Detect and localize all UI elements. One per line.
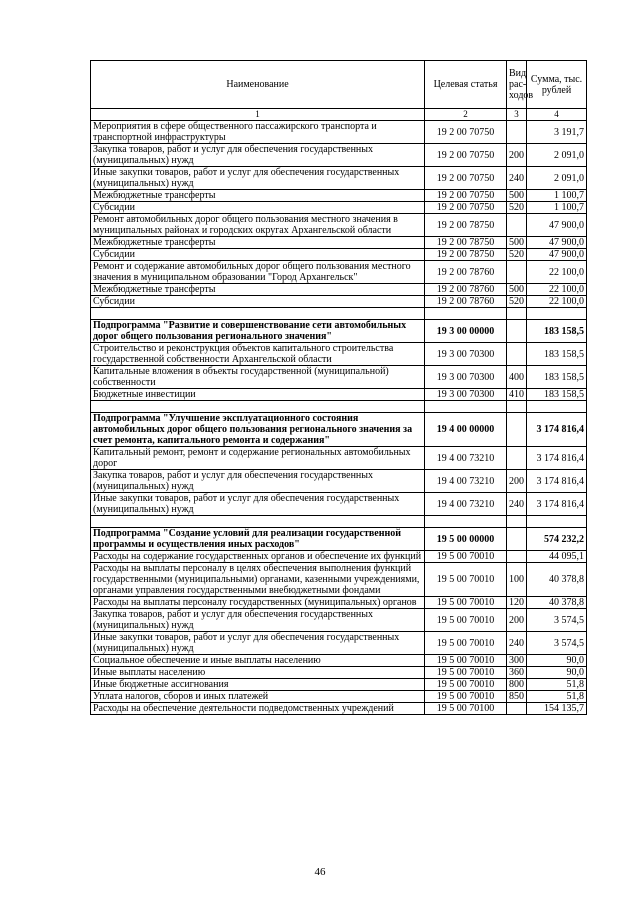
type-cell: 800 xyxy=(507,679,527,691)
sum-cell: 3 174 816,4 xyxy=(527,470,587,493)
budget-table xyxy=(90,60,587,715)
column-number: 3 xyxy=(507,109,527,121)
empty-cell xyxy=(91,308,425,320)
name-cell: Расходы на выплаты персоналу государственных (муниципальных) органов xyxy=(91,597,425,609)
type-cell: 850 xyxy=(507,691,527,703)
type-cell: 500 xyxy=(507,190,527,202)
empty-cell xyxy=(507,516,527,528)
table-row xyxy=(91,609,587,632)
table-row xyxy=(91,343,587,366)
name-cell: Ремонт автомобильных дорог общего пользования местного значения в муниципальных районах и городских округах Архангельской области xyxy=(91,214,425,237)
type-cell xyxy=(507,528,527,551)
name-cell: Иные выплаты населению xyxy=(91,667,425,679)
sum-cell: 47 900,0 xyxy=(527,214,587,237)
table-row xyxy=(91,597,587,609)
name-cell: Подпрограмма "Улучшение эксплуатационного состояния автомобильных дорог общего пользования регионального значения за счет ремонта, капитального ремонта и содержания" xyxy=(91,413,425,447)
type-cell: 520 xyxy=(507,202,527,214)
table-row xyxy=(91,121,587,144)
table-row xyxy=(91,703,587,715)
name-cell: Капитальные вложения в объекты государственной (муниципальной) собственности xyxy=(91,366,425,389)
sum-cell: 40 378,8 xyxy=(527,563,587,597)
code-cell: 19 2 00 78750 xyxy=(425,214,507,237)
sum-cell: 1 100,7 xyxy=(527,190,587,202)
name-cell: Межбюджетные трансферты xyxy=(91,190,425,202)
name-cell: Мероприятия в сфере общественного пассажирского транспорта и транспортной инфраструктуры xyxy=(91,121,425,144)
empty-cell xyxy=(507,401,527,413)
type-cell: 200 xyxy=(507,609,527,632)
code-cell: 19 2 00 78760 xyxy=(425,284,507,296)
code-cell: 19 5 00 70010 xyxy=(425,655,507,667)
code-cell: 19 2 00 78750 xyxy=(425,237,507,249)
type-cell: 360 xyxy=(507,667,527,679)
code-cell: 19 4 00 73210 xyxy=(425,493,507,516)
code-cell: 19 5 00 70010 xyxy=(425,632,507,655)
type-cell xyxy=(507,121,527,144)
code-cell: 19 5 00 00000 xyxy=(425,528,507,551)
empty-cell xyxy=(425,308,507,320)
name-cell: Закупка товаров, работ и услуг для обеспечения государственных (муниципальных) нужд xyxy=(91,470,425,493)
name-cell: Иные закупки товаров, работ и услуг для обеспечения государственных (муниципальных) нужд xyxy=(91,167,425,190)
code-cell: 19 2 00 70750 xyxy=(425,190,507,202)
sum-cell: 3 174 816,4 xyxy=(527,493,587,516)
code-cell: 19 3 00 70300 xyxy=(425,389,507,401)
table-row xyxy=(91,447,587,470)
table-row xyxy=(91,261,587,284)
table-body xyxy=(91,121,587,715)
type-cell xyxy=(507,551,527,563)
type-cell: 410 xyxy=(507,389,527,401)
sum-cell: 3 174 816,4 xyxy=(527,413,587,447)
name-cell: Межбюджетные трансферты xyxy=(91,284,425,296)
name-cell: Подпрограмма "Создание условий для реализации государственной программы и осуществления иных расходов" xyxy=(91,528,425,551)
empty-cell xyxy=(527,516,587,528)
header-name: Наименование xyxy=(91,61,425,109)
sum-cell: 183 158,5 xyxy=(527,343,587,366)
type-cell xyxy=(507,261,527,284)
empty-cell xyxy=(507,308,527,320)
sum-cell: 3 191,7 xyxy=(527,121,587,144)
sum-cell: 22 100,0 xyxy=(527,296,587,308)
table-row xyxy=(91,237,587,249)
column-number: 4 xyxy=(527,109,587,121)
code-cell: 19 4 00 00000 xyxy=(425,413,507,447)
type-cell: 500 xyxy=(507,284,527,296)
code-cell: 19 2 00 70750 xyxy=(425,121,507,144)
name-cell: Бюджетные инвестиции xyxy=(91,389,425,401)
header-code: Целевая статья xyxy=(425,61,507,109)
sum-cell: 90,0 xyxy=(527,667,587,679)
name-cell: Иные бюджетные ассигнования xyxy=(91,679,425,691)
type-cell xyxy=(507,447,527,470)
type-cell: 240 xyxy=(507,167,527,190)
code-cell: 19 3 00 70300 xyxy=(425,366,507,389)
type-cell: 520 xyxy=(507,296,527,308)
name-cell: Межбюджетные трансферты xyxy=(91,237,425,249)
code-cell: 19 5 00 70010 xyxy=(425,609,507,632)
name-cell: Социальное обеспечение и иные выплаты населению xyxy=(91,655,425,667)
subprogram-row xyxy=(91,320,587,343)
sum-cell: 44 095,1 xyxy=(527,551,587,563)
name-cell: Уплата налогов, сборов и иных платежей xyxy=(91,691,425,703)
empty-cell xyxy=(425,516,507,528)
subprogram-row xyxy=(91,413,587,447)
code-cell: 19 3 00 70300 xyxy=(425,343,507,366)
header-sum: Сумма, тыс. рублей xyxy=(527,61,587,109)
type-cell: 520 xyxy=(507,249,527,261)
table-row xyxy=(91,563,587,597)
name-cell: Ремонт и содержание автомобильных дорог общего пользования местного значения в муниципальном образовании "Город Архангельск" xyxy=(91,261,425,284)
code-cell: 19 5 00 70010 xyxy=(425,679,507,691)
type-cell: 200 xyxy=(507,470,527,493)
name-cell: Расходы на содержание государственных органов и обеспечение их функций xyxy=(91,551,425,563)
type-cell xyxy=(507,214,527,237)
code-cell: 19 5 00 70010 xyxy=(425,667,507,679)
code-cell: 19 4 00 73210 xyxy=(425,447,507,470)
type-cell: 100 xyxy=(507,563,527,597)
name-cell: Закупка товаров, работ и услуг для обеспечения государственных (муниципальных) нужд xyxy=(91,144,425,167)
type-cell: 300 xyxy=(507,655,527,667)
sum-cell: 40 378,8 xyxy=(527,597,587,609)
code-cell: 19 2 00 78760 xyxy=(425,296,507,308)
sum-cell: 90,0 xyxy=(527,655,587,667)
name-cell: Закупка товаров, работ и услуг для обеспечения государственных (муниципальных) нужд xyxy=(91,609,425,632)
type-cell: 240 xyxy=(507,493,527,516)
table-row xyxy=(91,214,587,237)
spacer-row xyxy=(91,401,587,413)
type-cell: 120 xyxy=(507,597,527,609)
name-cell: Строительство и реконструкция объектов капитального строительства государственной собственности Архангельской области xyxy=(91,343,425,366)
table-row xyxy=(91,190,587,202)
name-cell: Расходы на обеспечение деятельности подведомственных учреждений xyxy=(91,703,425,715)
type-cell: 200 xyxy=(507,144,527,167)
name-cell: Расходы на выплаты персоналу в целях обеспечения выполнения функций государственными (муниципальными) органами, казенными учреждениями, органами управления государственными внебюджетными фондами xyxy=(91,563,425,597)
code-cell: 19 5 00 70010 xyxy=(425,597,507,609)
sum-cell: 2 091,0 xyxy=(527,167,587,190)
empty-cell xyxy=(91,401,425,413)
code-cell: 19 5 00 70010 xyxy=(425,551,507,563)
sum-cell: 3 174 816,4 xyxy=(527,447,587,470)
type-cell xyxy=(507,343,527,366)
table-row xyxy=(91,284,587,296)
name-cell: Капитальный ремонт, ремонт и содержание региональных автомобильных дорог xyxy=(91,447,425,470)
sum-cell: 183 158,5 xyxy=(527,366,587,389)
name-cell: Иные закупки товаров, работ и услуг для обеспечения государственных (муниципальных) нужд xyxy=(91,632,425,655)
header-type: Вид рас-ходов xyxy=(507,61,527,109)
name-cell: Субсидии xyxy=(91,202,425,214)
spacer-row xyxy=(91,516,587,528)
table-row xyxy=(91,691,587,703)
code-cell: 19 2 00 78760 xyxy=(425,261,507,284)
code-cell: 19 5 00 70010 xyxy=(425,691,507,703)
sum-cell: 22 100,0 xyxy=(527,284,587,296)
table-row xyxy=(91,667,587,679)
table-row xyxy=(91,655,587,667)
sum-cell: 47 900,0 xyxy=(527,249,587,261)
table-row xyxy=(91,144,587,167)
sum-cell: 3 574,5 xyxy=(527,632,587,655)
table-row xyxy=(91,551,587,563)
type-cell xyxy=(507,413,527,447)
sum-cell: 51,8 xyxy=(527,679,587,691)
name-cell: Подпрограмма "Развитие и совершенствование сети автомобильных дорог общего пользования регионального значения" xyxy=(91,320,425,343)
table-row xyxy=(91,679,587,691)
sum-cell: 47 900,0 xyxy=(527,237,587,249)
name-cell: Субсидии xyxy=(91,249,425,261)
code-cell: 19 2 00 70750 xyxy=(425,202,507,214)
sum-cell: 2 091,0 xyxy=(527,144,587,167)
name-cell: Субсидии xyxy=(91,296,425,308)
column-number: 2 xyxy=(425,109,507,121)
sum-cell: 22 100,0 xyxy=(527,261,587,284)
empty-cell xyxy=(527,308,587,320)
code-cell: 19 2 00 78750 xyxy=(425,249,507,261)
column-number-row xyxy=(91,109,587,121)
sum-cell: 183 158,5 xyxy=(527,320,587,343)
code-cell: 19 4 00 73210 xyxy=(425,470,507,493)
type-cell xyxy=(507,703,527,715)
code-cell: 19 5 00 70010 xyxy=(425,563,507,597)
code-cell: 19 5 00 70100 xyxy=(425,703,507,715)
sum-cell: 3 574,5 xyxy=(527,609,587,632)
table-header-row xyxy=(91,61,587,109)
column-number: 1 xyxy=(91,109,425,121)
page-number: 46 xyxy=(314,866,326,878)
spacer-row xyxy=(91,308,587,320)
table-row xyxy=(91,167,587,190)
table-row xyxy=(91,249,587,261)
table-row xyxy=(91,470,587,493)
code-cell: 19 3 00 00000 xyxy=(425,320,507,343)
sum-cell: 1 100,7 xyxy=(527,202,587,214)
type-cell: 400 xyxy=(507,366,527,389)
table-row xyxy=(91,389,587,401)
table-row xyxy=(91,202,587,214)
empty-cell xyxy=(527,401,587,413)
subprogram-row xyxy=(91,528,587,551)
sum-cell: 574 232,2 xyxy=(527,528,587,551)
sum-cell: 183 158,5 xyxy=(527,389,587,401)
table-row xyxy=(91,296,587,308)
name-cell: Иные закупки товаров, работ и услуг для обеспечения государственных (муниципальных) нужд xyxy=(91,493,425,516)
code-cell: 19 2 00 70750 xyxy=(425,144,507,167)
sum-cell: 51,8 xyxy=(527,691,587,703)
type-cell: 240 xyxy=(507,632,527,655)
table-row xyxy=(91,366,587,389)
table-row xyxy=(91,632,587,655)
code-cell: 19 2 00 70750 xyxy=(425,167,507,190)
empty-cell xyxy=(91,516,425,528)
type-cell xyxy=(507,320,527,343)
type-cell: 500 xyxy=(507,237,527,249)
empty-cell xyxy=(425,401,507,413)
table-row xyxy=(91,493,587,516)
sum-cell: 154 135,7 xyxy=(527,703,587,715)
